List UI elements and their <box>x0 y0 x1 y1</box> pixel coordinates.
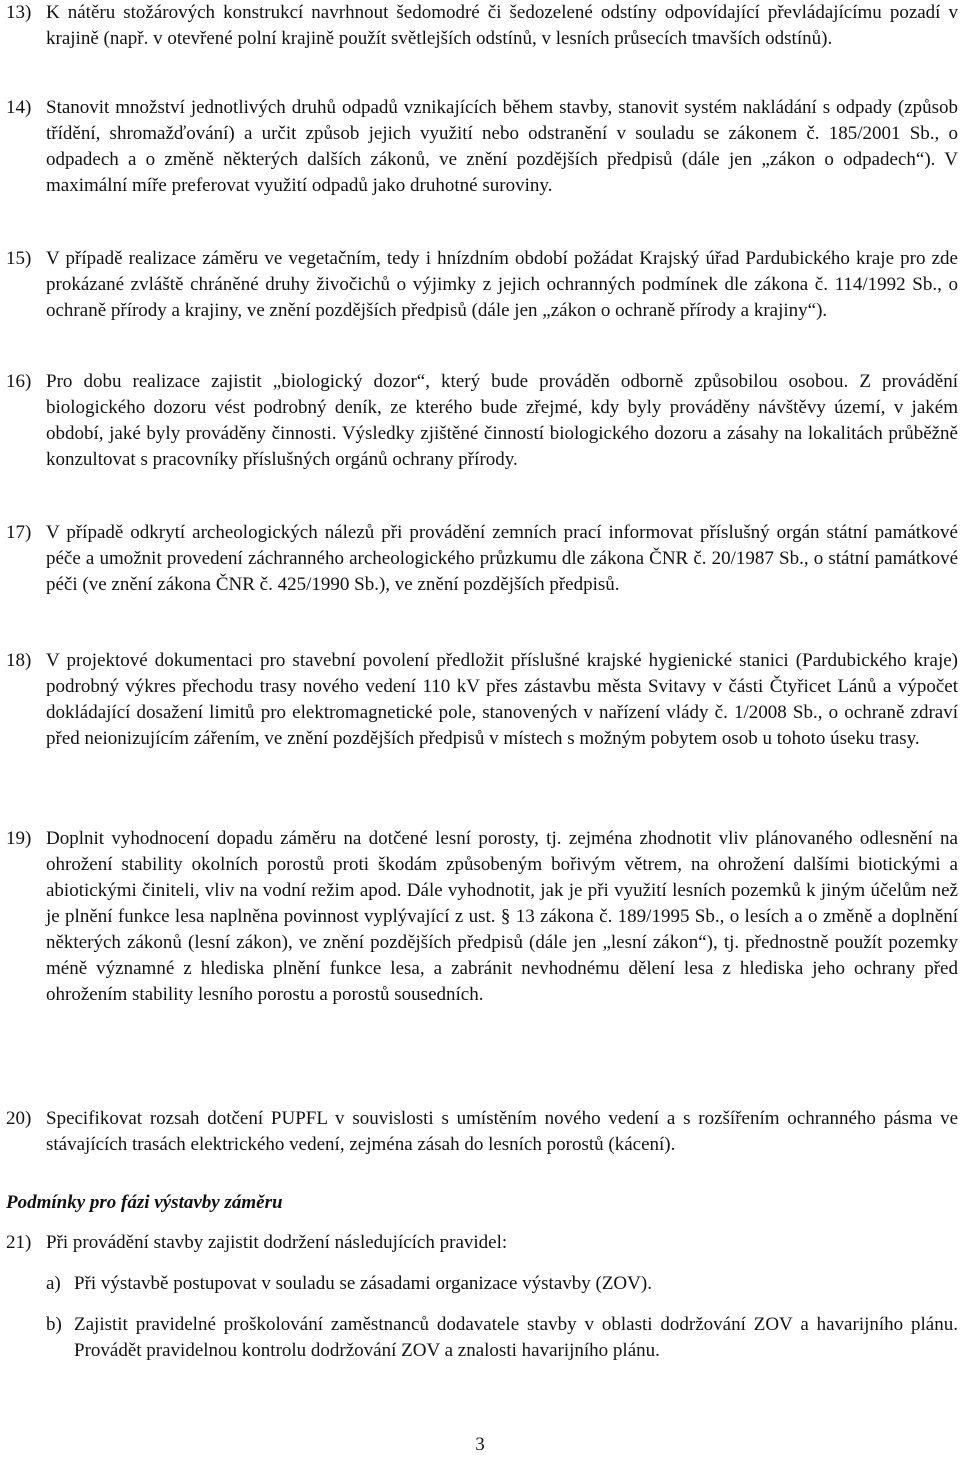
item-text: Specifikovat rozsah dotčení PUPFL v souvislosti s umístěním nového vedení a s rozšířením ochranného pásma ve stávajících trasách elektrického vedení, zejména zásah do lesních porostů (kácení). <box>46 1108 958 1155</box>
item-text: Doplnit vyhodnocení dopadu záměru na dotčené lesní porosty, tj. zejména zhodnotit vliv plánovaného odlesnění na ohrožení stability okolních porostů proti škodám způsobeným bořivým větrem, na ohrožení dalšími biotickými a abiotickými činiteli, vliv na vodní režim apod. Dále vyhodnotit, jak je při využití lesních pozemků k jiným účelům než je plnění funkce lesa naplněna povinnost vyplývající z ust. § 13 zákona č. 189/1995 Sb., o lesích a o změně a doplnění některých zákonů (lesní zákon), ve znění pozdějších předpisů (dále jen „lesní zákon“), tj. přednostně použít pozemky méně významné z hlediska plnění funkce lesa, a zabránit nevhodnému dělení lesa z hlediska jeho ochrany před ohrožením stability lesního porostu a porostů sousedních. <box>46 828 958 1005</box>
item-text: Při provádění stavby zajistit dodržení následujících pravidel: <box>46 1232 508 1253</box>
item-text: V případě realizace záměru ve vegetačním, tedy i hnízdním období požádat Krajský úřad Pardubického kraje pro zde prokázané zvláště chráněné druhy živočichů o výjimky z jejich ochranných podmínek dle zákona č. 114/1992 Sb., o ochraně přírody a krajiny, ve znění pozdějších předpisů (dále jen „zákon o ochraně přírody a krajiny“). <box>46 248 958 321</box>
subitem-text: Zajistit pravidelné proškolování zaměstnanců dodavatele stavby v oblasti dodržování ZOV a havarijního plánu. Provádět pravidelnou kontrolu dodržování ZOV a znalosti havarijního plánu. <box>74 1314 958 1361</box>
item-number: 13) <box>6 2 32 23</box>
item-number: 21) <box>6 1232 32 1253</box>
subitem-label: a) <box>46 1273 61 1294</box>
item-number: 19) <box>6 828 32 849</box>
item-text: Pro dobu realizace zajistit „biologický dozor“, který bude prováděn odborně způsobilou osobou. Z provádění biologického dozoru vést podrobný deník, ze kterého bude zřejmé, kdy byly prováděny návštěvy území, v jakém období, jaké byly prováděny činnosti. Výsledky zjištěné činností biologického dozoru a zásahy na lokalitách průběžně konzultovat s pracovníky příslušných orgánů ochrany přírody. <box>46 371 958 470</box>
item-number: 17) <box>6 522 32 543</box>
condition-17 <box>6 520 958 598</box>
condition-18 <box>6 648 958 752</box>
condition-14 <box>6 95 958 199</box>
condition-21 <box>6 1230 958 1256</box>
item-number: 20) <box>6 1108 32 1129</box>
subitem-text: Při výstavbě postupovat v souladu se zásadami organizace výstavby (ZOV). <box>74 1273 652 1294</box>
section-heading: Podmínky pro fázi výstavby záměru <box>6 1192 283 1213</box>
item-text: K nátěru stožárových konstrukcí navrhnout šedomodré či šedozelené odstíny odpovídající převládajícímu pozadí v krajině (např. v otevřené polní krajině použít světlejších odstínů, v lesních průsecích tmavších odstínů). <box>46 2 958 49</box>
condition-20 <box>6 1106 958 1158</box>
subitem-label: b) <box>46 1314 62 1335</box>
item-text: V případě odkrytí archeologických nálezů při provádění zemních prací informovat příslušný orgán státní památkové péče a umožnit provedení záchranného archeologického průzkumu dle zákona ČNR č. 20/1987 Sb., o státní památkové péči (ve znění zákona ČNR č. 425/1990 Sb.), ve znění pozdějších předpisů. <box>46 522 958 595</box>
item-number: 16) <box>6 371 32 392</box>
item-text: V projektové dokumentaci pro stavební povolení předložit příslušné krajské hygienické stanici (Pardubického kraje) podrobný výkres přechodu trasy nového vedení 110 kV přes zástavbu města Svitavy v části Čtyřicet Lánů a výpočet dokládající dosažení limitů pro elektromagnetické pole, stanovených v nařízení vlády č. 1/2008 Sb., o ochraně zdraví před neionizujícím zářením, ve znění pozdějších předpisů v místech s možným pobytem osob u tohoto úseku trasy. <box>46 650 958 749</box>
item-number: 15) <box>6 248 32 269</box>
condition-19 <box>6 826 958 1008</box>
page-number: 3 <box>475 1434 485 1455</box>
condition-13 <box>6 0 958 52</box>
condition-16 <box>6 369 958 473</box>
item-text: Stanovit množství jednotlivých druhů odpadů vznikajících během stavby, stanovit systém nakládání s odpady (způsob třídění, shromažďování) a určit způsob jejich využití nebo odstranění v souladu se zákonem č. 185/2001 Sb., o odpadech a o změně některých dalších zákonů, ve znění pozdějších předpisů (dále jen „zákon o odpadech“). V maximální míře preferovat využití odpadů jako druhotné suroviny. <box>46 97 958 196</box>
item-number: 14) <box>6 97 32 118</box>
subitem-b <box>46 1312 958 1364</box>
condition-15 <box>6 246 958 324</box>
item-number: 18) <box>6 650 32 671</box>
subitem-a <box>46 1271 958 1297</box>
